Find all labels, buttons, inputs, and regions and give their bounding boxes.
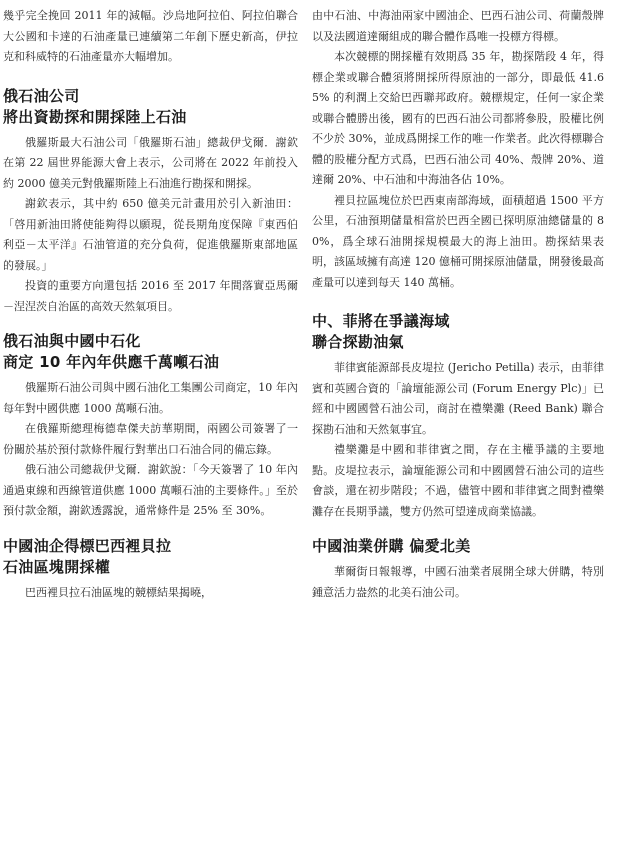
headline-line: 商定 10 年內年供應千萬噸石油 bbox=[3, 353, 220, 371]
paragraph: 菲律賓能源部長皮堤拉 (Jericho Petilla) 表示，由菲律賓和英國合資的「論壇能源公司 (Forum Energy Plc)」已經和中國國營石油公司，商討在禮樂灘 (Reed Bank) 聯合探勘石油和天然氣事宜。 bbox=[312, 361, 604, 436]
headline-line: 聯合探勘油氣 bbox=[312, 333, 404, 351]
paragraph: 裡貝拉區塊位於巴西東南部海域，面積超過 1500 平方公里，石油預期儲量相當於巴西全國已探明原油總儲量的 80%，爲全球石油開採規模最大的海上油田。勘探結果表明，該區域擁有高達 120 億桶可開採原油儲量，開發後最高產量可以達到每天 140 萬桶。 bbox=[312, 193, 604, 289]
headline-line: 中國油企得標巴西裡貝拉 bbox=[3, 536, 172, 555]
paragraph: 謝欽表示，其中約 650 億美元計畫用於引入新油田：「啓用新油田將使能夠得以願現，從長期角度保障『東西伯利亞－太平洋』石油管道的充分負荷，促進俄羅斯東部地區的發展。」 bbox=[3, 197, 298, 272]
headline-line: 中國油業併購 偏愛北美 bbox=[312, 537, 471, 555]
paragraph: 俄羅斯石油公司與中國石油化工集團公司商定，10 年內每年對中國供應 1000 萬噸石油。 bbox=[3, 381, 298, 415]
headline-line: 將出資勘探和開採陸上石油 bbox=[3, 107, 187, 126]
paragraph: 本次競標的開採權有效期爲 35 年，勘探階段 4 年，得標企業或聯合體須將開採所得原油的一部分，即最低 41.65% 的利潤上交給巴西聯邦政府。競標規定，任何一家企業或聯合體勝出後，國有的巴西石油公司都將參股，股權比例不少於 30%，並成爲開採工作的唯一作業者。此次得標聯合體的股權分配方式爲，巴西石油公司 40%、殼牌 20%、道達爾 20%、中石油和中海油各佔 10%。 bbox=[312, 50, 604, 186]
paragraph: 俄羅斯最大石油公司「俄羅斯石油」總裁伊戈爾．謝欽在第 22 屆世界能源大會上表示，公司將在 2022 年前投入約 2000 億美元對俄羅斯陸上石油進行勘探和開採。 bbox=[3, 135, 298, 190]
headline-rosneft-investment bbox=[3, 86, 298, 128]
headline-line: 俄石油與中國中石化 bbox=[3, 332, 141, 350]
headline-libra-block bbox=[3, 536, 298, 578]
paragraph: 在俄羅斯總理梅德韋傑夫訪華期間，兩國公司簽署了一份關於基於預付款條件履行對華出口石油合同的備忘錄。 bbox=[3, 422, 298, 456]
headline-line: 石油區塊開採權 bbox=[3, 557, 111, 576]
headline-north-america-mna bbox=[312, 536, 604, 557]
headline-rosneft-sinopec bbox=[3, 331, 298, 373]
headline-china-philippines bbox=[312, 311, 604, 353]
right-column bbox=[312, 6, 604, 844]
intro-paragraph: 幾乎完全挽回 2011 年的減幅。沙烏地阿拉伯、阿拉伯聯合大公國和卡達的石油產量已連續第二年創下歷史新高，伊拉克和科威特的石油產量亦大幅增加。 bbox=[3, 9, 298, 63]
paragraph: 俄石油公司總裁伊戈爾．謝欽說：「今天簽署了 10 年內通過東線和西線管道供應 1000 萬噸石油的主要條件。」至於預付款金額，謝欽透露說，通常條件是 25% 至 30%。 bbox=[3, 463, 298, 517]
headline-line: 中、菲將在爭議海域 bbox=[312, 312, 450, 330]
paragraph: 禮樂灘是中國和菲律賓之間，存在主權爭議的主要地點。皮堤拉表示，論壇能源公司和中國國營石油公司的這些會談，還在初步階段；不過，儘管中國和菲律賓之間對禮樂灘存在長期爭議，雙方仍然可望達成商業協議。 bbox=[312, 443, 604, 518]
paragraph: 投資的重要方向還包括 2016 至 2017 年間落實亞馬爾－涅涅茨自治區的高效天然氣項目。 bbox=[3, 279, 298, 313]
left-column bbox=[3, 6, 298, 844]
paragraph: 巴西裡貝拉石油區塊的競標結果揭曉， bbox=[25, 585, 212, 599]
intro-paragraph: 由中石油、中海油兩家中國油企、巴西石油公司、荷蘭殼牌以及法國道達爾組成的聯合體作爲唯一投標方得標。 bbox=[312, 9, 604, 43]
paragraph: 華爾街日報報導，中國石油業者展開全球大併購，特別鍾意活力盎然的北美石油公司。 bbox=[312, 565, 604, 599]
headline-line: 俄石油公司 bbox=[3, 86, 80, 105]
